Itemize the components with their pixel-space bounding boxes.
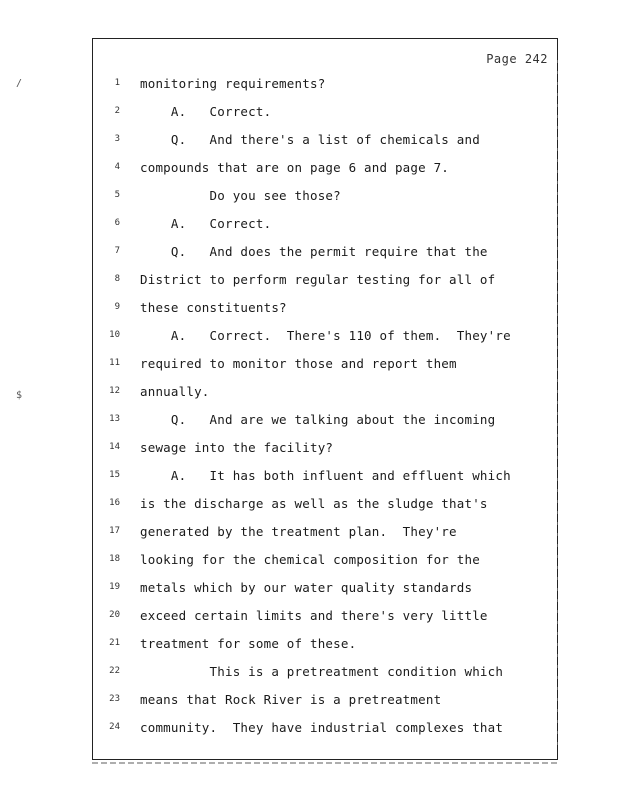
transcript-line: annually. <box>140 384 210 399</box>
line-number: 17 <box>109 526 120 536</box>
transcript-line: A. It has both influent and effluent which <box>140 468 511 483</box>
line-number: 23 <box>109 694 120 704</box>
line-number: 3 <box>114 134 120 144</box>
line-number: 16 <box>109 498 120 508</box>
margin-mark: / <box>16 78 23 89</box>
transcript-line: is the discharge as well as the sludge that's <box>140 496 488 511</box>
line-number: 15 <box>109 470 120 480</box>
line-number: 7 <box>114 246 120 256</box>
transcript-line: compounds that are on page 6 and page 7. <box>140 160 450 175</box>
transcript-line: District to perform regular testing for all of <box>140 272 496 287</box>
transcript-line: Q. And does the permit require that the <box>140 244 488 259</box>
transcript-line: Q. And are we talking about the incoming <box>140 412 496 427</box>
transcript-line: exceed certain limits and there's very little <box>140 608 488 623</box>
line-number: 4 <box>114 162 120 172</box>
page-number: Page 242 <box>486 52 548 66</box>
line-number: 6 <box>114 218 120 228</box>
line-number: 12 <box>109 386 120 396</box>
line-number: 19 <box>109 582 120 592</box>
line-number: 22 <box>109 666 120 676</box>
transcript-line: monitoring requirements? <box>140 76 326 91</box>
line-number: 24 <box>109 722 120 732</box>
line-number: 13 <box>109 414 120 424</box>
line-number: 11 <box>109 358 120 368</box>
line-number: 8 <box>114 274 120 284</box>
transcript-line: sewage into the facility? <box>140 440 334 455</box>
transcript-line: Q. And there's a list of chemicals and <box>140 132 480 147</box>
transcript-line: means that Rock River is a pretreatment <box>140 692 442 707</box>
transcript-line: generated by the treatment plan. They're <box>140 524 457 539</box>
margin-mark: $ <box>16 390 23 401</box>
line-number: 14 <box>109 442 120 452</box>
scan-bottom-edge <box>92 762 558 764</box>
line-number: 20 <box>109 610 120 620</box>
transcript-line: A. Correct. <box>140 216 272 231</box>
transcript-line: these constituents? <box>140 300 287 315</box>
transcript-line: community. They have industrial complexes that <box>140 720 504 735</box>
line-number: 2 <box>114 106 120 116</box>
transcript-line: required to monitor those and report them <box>140 356 457 371</box>
transcript-line: A. Correct. <box>140 104 272 119</box>
scan-edge-speckle <box>557 60 558 750</box>
line-number: 9 <box>114 302 120 312</box>
line-number: 10 <box>109 330 120 340</box>
transcript-line: metals which by our water quality standards <box>140 580 473 595</box>
transcript-line: A. Correct. There's 110 of them. They're <box>140 328 511 343</box>
transcript-line: treatment for some of these. <box>140 636 357 651</box>
line-number: 5 <box>114 190 120 200</box>
transcript-line: This is a pretreatment condition which <box>140 664 504 679</box>
line-number: 21 <box>109 638 120 648</box>
transcript-line: looking for the chemical composition for the <box>140 552 480 567</box>
transcript-line: Do you see those? <box>140 188 341 203</box>
line-number: 1 <box>114 78 120 88</box>
line-number: 18 <box>109 554 120 564</box>
